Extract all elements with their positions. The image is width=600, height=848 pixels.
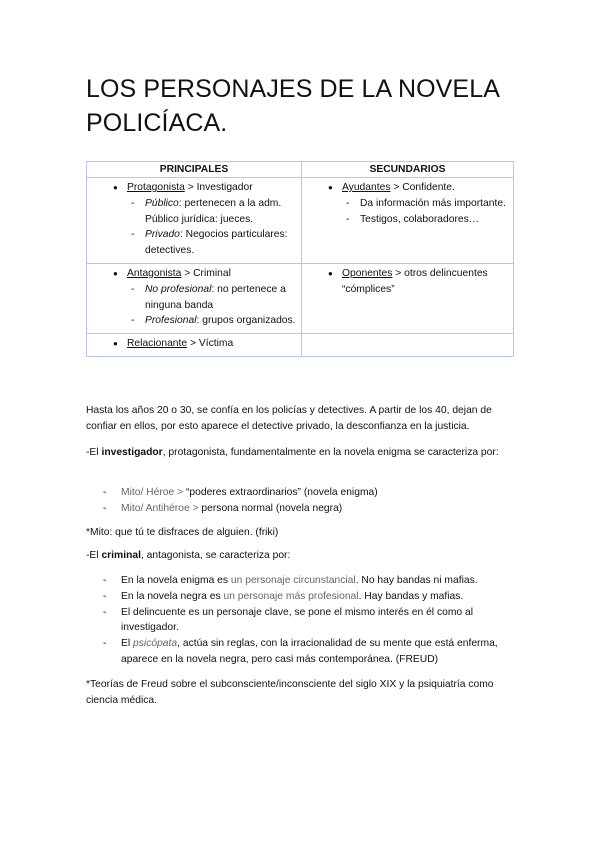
cell-ayudantes — [302, 178, 514, 264]
list-item: - Da información más importante. — [360, 196, 509, 212]
header-principales: PRINCIPALES — [87, 162, 302, 178]
list-item: ● Ayudantes > Confidente. - Da información más importante. - Testigos, colaboradores… — [342, 180, 509, 227]
list-item: ● Protagonista > Investigador - Público: pertenecen a la adm. Público jurídica: jueces. - Privado: Negocios particulares: detectives. — [127, 180, 297, 259]
paragraph-investigador: -El investigador, protagonista, fundamentalmente en la novela enigma se caracteriza por: — [86, 447, 499, 458]
list-investigador — [86, 485, 516, 517]
list-item: - Mito/ Héroe > “poderes extraordinarios” (novela enigma) — [121, 485, 516, 501]
term-oponentes: Oponentes — [342, 267, 393, 279]
list-criminal — [86, 573, 516, 668]
table-row — [87, 263, 514, 333]
list-item: - En la novela enigma es un personaje circunstancial. No hay bandas ni mafias. — [121, 573, 516, 589]
list-item: - En la novela negra es un personaje más profesional. Hay bandas y mafias. — [121, 589, 516, 605]
paragraph-intro: Hasta los años 20 o 30, se confía en los policías y detectives. A partir de los 40, dejan de confiar en ellos, por esto aparece el detective privado, la desconfianza en la justicia. — [86, 405, 492, 432]
header-secundarios: SECUNDARIOS — [302, 162, 514, 178]
table-header-row — [87, 162, 514, 178]
term-protagonista: Protagonista — [127, 182, 185, 193]
list-item: - Testigos, colaboradores… — [360, 212, 509, 228]
page-title: LOS PERSONAJES DE LA NOVELA POLICÍACA. — [86, 75, 499, 137]
list-item: - El delincuente es un personaje clave, se pone el mismo interés en él como al investigador. — [121, 605, 516, 637]
paragraph-freud-note: *Teorías de Freud sobre el subconsciente/inconsciente del siglo XIX y la psiquiatría como ciencia médica. — [86, 679, 494, 706]
list-item: - No profesional: no pertenece a ninguna banda — [145, 282, 297, 314]
cell-relacionante — [87, 334, 302, 357]
list-item: ● Relacionante > Víctima — [127, 336, 297, 352]
list-item: - Público: pertenecen a la adm. Público jurídica: jueces. — [145, 196, 297, 228]
table-row — [87, 178, 514, 264]
cell-empty — [302, 334, 514, 357]
paragraph-mito-note: *Mito: que tú te disfraces de alguien. (friki) — [86, 527, 279, 538]
list-item: - El psicópata, actúa sin reglas, con la irracionalidad de su mente que está enferma, aparece en la novela negra, pero casi más contemporánea. (FREUD) — [121, 636, 516, 668]
cell-protagonista — [87, 178, 302, 264]
list-item: - Profesional: grupos organizados. — [145, 313, 297, 329]
term-relacionante: Relacionante — [127, 338, 188, 350]
term-ayudantes: Ayudantes — [342, 182, 391, 193]
paragraph-criminal: -El criminal, antagonista, se caracteriza por: — [86, 550, 291, 561]
characters-table — [86, 161, 514, 357]
list-item: - Privado: Negocios particulares: detectives. — [145, 227, 297, 259]
table-row — [87, 334, 514, 357]
list-item: ● Antagonista > Criminal - No profesional: no pertenece a ninguna banda - Profesional: grupos organizados. — [127, 266, 297, 329]
cell-oponentes — [302, 263, 514, 333]
cell-antagonista — [87, 263, 302, 333]
list-item: ● Oponentes > otros delincuentes “cómplices” — [342, 266, 509, 298]
term-antagonista: Antagonista — [127, 267, 182, 279]
list-item: - Mito/ Antihéroe > persona normal (novela negra) — [121, 501, 516, 517]
